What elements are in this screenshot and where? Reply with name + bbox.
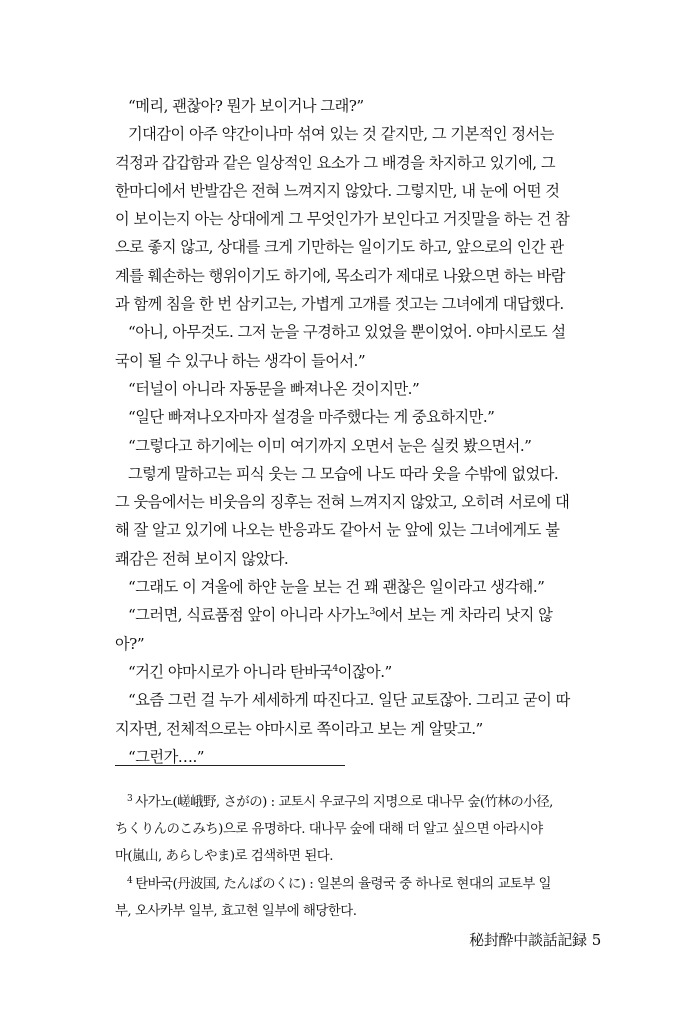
footnote-reference[interactable]: 3 (369, 607, 375, 618)
footnote-number: 4 (127, 875, 133, 886)
footnote-number: 3 (127, 794, 133, 804)
footnote-line: ちくりんのこみち)으로 유명하다. 대나무 숲에 대해 더 알고 싶으면 아라시야 (115, 822, 543, 838)
footnote-reference[interactable]: 4 (332, 663, 338, 674)
text-line: 한마디에서 반발감은 전혀 느껴지지 않았다. 그렇지만, 내 눈에 어떤 것 (115, 181, 560, 200)
text-line: 걱정과 갑갑함과 같은 일상적인 요소가 그 배경을 차지하고 있기에, 그 (115, 153, 556, 172)
text-line: 으로 좋지 않고, 상대를 크게 기만하는 일이기도 하고, 앞으로의 인간 관 (115, 238, 564, 257)
main-text (115, 92, 600, 771)
footnote-line (115, 871, 600, 898)
text-line: “요즘 그런 걸 누가 세세하게 따진다고. 일단 교토잖아. 그리고 굳이 따 (128, 691, 570, 710)
text-line: “메리, 괜찮아? 뭔가 보이거나 그래?” (128, 97, 364, 115)
text-line: 이 보이는지 아는 상대에게 그 무엇인가가 보인다고 거짓말을 하는 건 참 (115, 210, 570, 229)
footnotes (115, 789, 600, 925)
text-line: “그래도 이 겨울에 하얀 눈을 보는 건 꽤 괜찮은 일이라고 생각해.” (128, 578, 545, 597)
text-line: 과 함께 침을 한 번 삼키고는, 가볍게 고개를 젓고는 그녀에게 대답했다. (115, 295, 564, 314)
text-segment: 이잖아.” (337, 662, 392, 681)
text-line: 지자면, 전체적으로는 야마시로 쪽이라고 보는 게 알맞고.” (115, 719, 483, 738)
text-line (115, 658, 600, 686)
footnote-line: 마(嵐山, あらしやま)로 검색하면 된다. (115, 849, 333, 865)
text-line: 쾌감은 전혀 보이지 않았다. (115, 549, 289, 568)
footnote-text: 탄바국(丹波国, たんばのくに) : 일본의 율령국 중 하나로 현대의 교토부 일 (135, 876, 551, 892)
text-line: “일단 빠져나오자마자 설경을 마주했다는 게 중요하지만.” (128, 408, 495, 427)
text-line: 계를 훼손하는 행위이기도 하기에, 목소리가 제대로 나왔으면 하는 바람 (115, 266, 565, 285)
footnote-line: 부, 오사카부 일부, 효고현 일부에 해당한다. (115, 903, 357, 919)
text-line: “아니, 아무것도. 그저 눈을 구경하고 있었을 뿐이었어. 야마시로도 설 (128, 323, 566, 342)
text-line: 해 잘 알고 있기에 나오는 반응과도 같아서 눈 앞에 있는 그녀에게도 불 (115, 521, 560, 540)
text-line: “그렇다고 하기에는 이미 여기까지 오면서 눈은 실컷 봤으면서.” (128, 436, 532, 455)
page-number: 5 (591, 931, 601, 949)
book-title: 秘封酔中談話記録 (469, 931, 587, 949)
text-line (115, 601, 600, 629)
text-line: 아?” (115, 634, 145, 653)
text-line: 그렇게 말하고는 피식 웃는 그 모습에 나도 따라 웃을 수밖에 없었다. (128, 464, 559, 483)
footnote-divider (115, 765, 345, 766)
footnote-text: 사가노(嵯峨野, さがの) : 교토시 우쿄구의 지명으로 대나무 숲(竹林の小径, (135, 795, 553, 810)
text-line: “터널이 아니라 자동문을 빠져나온 것이지만.” (128, 379, 420, 398)
text-line: 기대감이 아주 약간이나마 섞여 있는 것 같지만, 그 기본적인 정서는 (128, 125, 554, 144)
text-line: 그 웃음에서는 비웃음의 징후는 전혀 느껴지지 않았고, 오히려 서로에 대 (115, 493, 570, 512)
footnote-line (115, 789, 600, 816)
text-segment: “그러면, 식료품점 앞이 아니라 사가노 (128, 606, 370, 625)
text-line: 국이 될 수 있구나 하는 생각이 들어서.” (115, 351, 366, 370)
text-segment: 에서 보는 게 차라리 낫지 않 (374, 606, 553, 625)
running-footer (469, 929, 601, 950)
text-line: “그런가….” (128, 747, 205, 766)
text-segment: “거긴 야마시로가 아니라 탄바국 (128, 662, 333, 681)
